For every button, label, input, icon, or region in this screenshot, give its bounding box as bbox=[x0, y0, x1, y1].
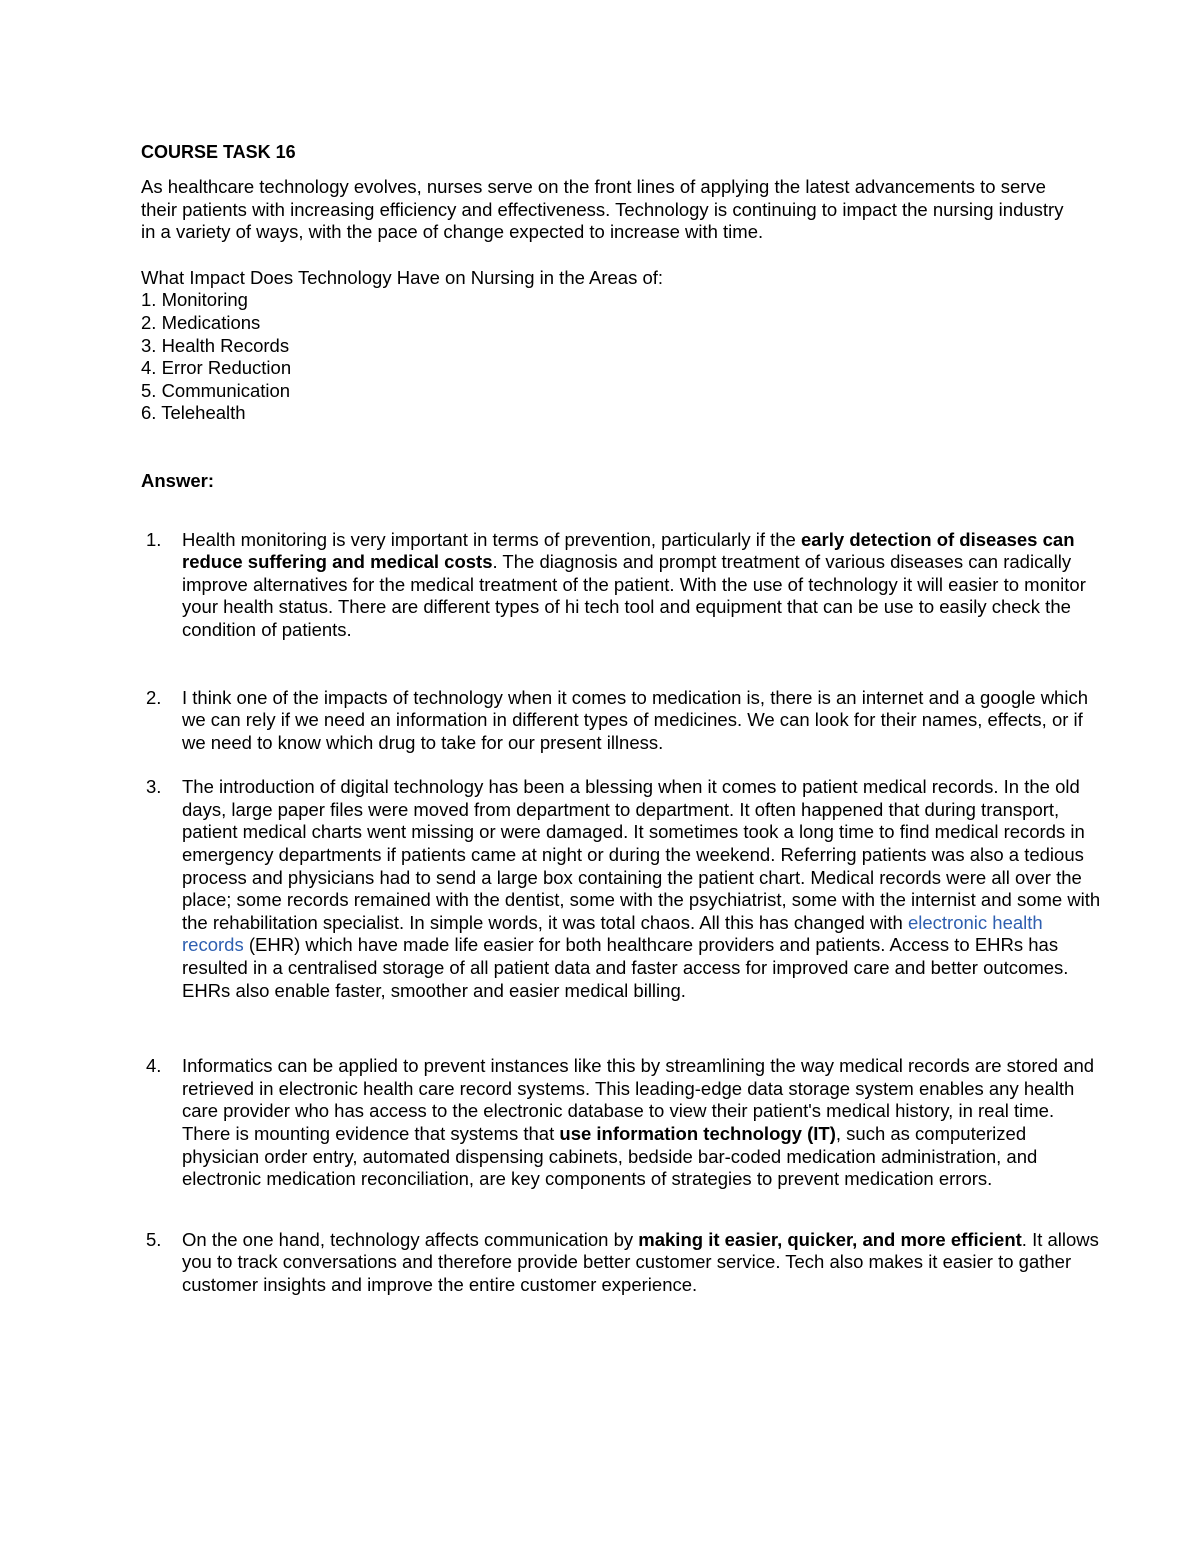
answer-item-monitoring bbox=[141, 529, 1102, 642]
answer-text: On the one hand, technology affects communication by bbox=[182, 1228, 639, 1250]
page-title: COURSE TASK 16 bbox=[141, 142, 296, 162]
answer-text: I think one of the impacts of technology when it comes to medication is, there is an internet and a google which we can rely if we need an information in different types of medicines. We can look for their names, effects, or if we need to know which drug to take for our present illness. bbox=[182, 686, 1088, 753]
answers-list bbox=[141, 529, 1140, 1297]
answer-bold-text: making it easier, quicker, and more efficient bbox=[638, 1228, 1022, 1250]
area-item: 3. Health Records bbox=[141, 334, 290, 356]
answer-item-communication bbox=[141, 1229, 1102, 1297]
ehr-link[interactable]: electronic health records bbox=[182, 911, 1043, 956]
answer-text: Health monitoring is very important in terms of prevention, particularly if the bbox=[182, 528, 801, 550]
question-text: What Impact Does Technology Have on Nursing in the Areas of: bbox=[141, 266, 664, 288]
intro-paragraph: As healthcare technology evolves, nurses serve on the front lines of applying the latest advancements to serve their patients with increasing efficiency and effectiveness. Technology is continuing to impact the nursing industry in a variety of ways, with the pace of change expected to increase with time. bbox=[141, 176, 1064, 243]
answer-number: 4. bbox=[146, 1055, 162, 1077]
answer-text: . The diagnosis and prompt treatment of various diseases can radically improve alternatives for the medical treatment of the patient. With the use of technology it will easier to monitor your health status. There are different types of hi tech tool and equipment that can be use to easily check the condition of patients. bbox=[182, 551, 1086, 640]
answer-number: 5. bbox=[146, 1228, 162, 1250]
answer-text: The introduction of digital technology has been a blessing when it comes to patient medical records. In the old days, large paper files were moved from department to department. It often happened that during transport, patient medical charts went missing or were damaged. It sometimes took a long time to find medical records in emergency departments if patients came at night or during the weekend. Referring patients was also a tedious process and physicians had to send a large box containing the patient chart. Medical records were all over the place; some records remained with the dentist, some with the psychiatrist, some with the internist and some with the rehabilitation specialist. In simple words, it was total chaos. All this has changed with bbox=[182, 776, 1101, 933]
answer-number: 1. bbox=[146, 528, 162, 550]
area-item: 1. Monitoring bbox=[141, 289, 248, 311]
answer-heading: Answer: bbox=[141, 469, 214, 491]
area-item: 4. Error Reduction bbox=[141, 357, 292, 379]
answer-text: (EHR) which have made life easier for both healthcare providers and patients. Access to EHRs has resulted in a centralised storage of all patient data and faster access for improved care and better outcomes. EHRs also enable faster, smoother and easier medical billing. bbox=[182, 934, 1069, 1001]
areas-list bbox=[141, 289, 1140, 425]
answer-bold-text: use information technology (IT) bbox=[559, 1123, 836, 1144]
answer-item-medications bbox=[141, 687, 1102, 755]
answer-text: , such as computerized physician order entry, automated dispensing cabinets, bedside bar-coded medication administration, and electronic medication reconciliation, are key components of strategies to prevent medication errors. bbox=[182, 1123, 1038, 1190]
area-item: 2. Medications bbox=[141, 311, 261, 333]
answer-item-health-records bbox=[141, 776, 1102, 1002]
answer-text: Informatics can be applied to prevent instances like this by streamlining the way medical records are stored and retrieved in electronic health care record systems. This leading-edge data storage system enables any health care provider who has access to the electronic database to view their patient's medical history, in real time. There is mounting evidence that systems that bbox=[182, 1055, 1095, 1144]
answer-number: 2. bbox=[146, 686, 162, 708]
answer-bold-text: early detection of diseases can reduce suffering and medical costs bbox=[182, 528, 1075, 573]
answer-number: 3. bbox=[146, 776, 162, 798]
answer-item-error-reduction bbox=[141, 1055, 1102, 1191]
area-item: 5. Communication bbox=[141, 379, 291, 401]
answer-text: . It allows you to track conversations and therefore provide better customer service. Tech also makes it easier to gather customer insights and improve the entire customer experience. bbox=[182, 1228, 1099, 1295]
area-item: 6. Telehealth bbox=[141, 402, 246, 424]
